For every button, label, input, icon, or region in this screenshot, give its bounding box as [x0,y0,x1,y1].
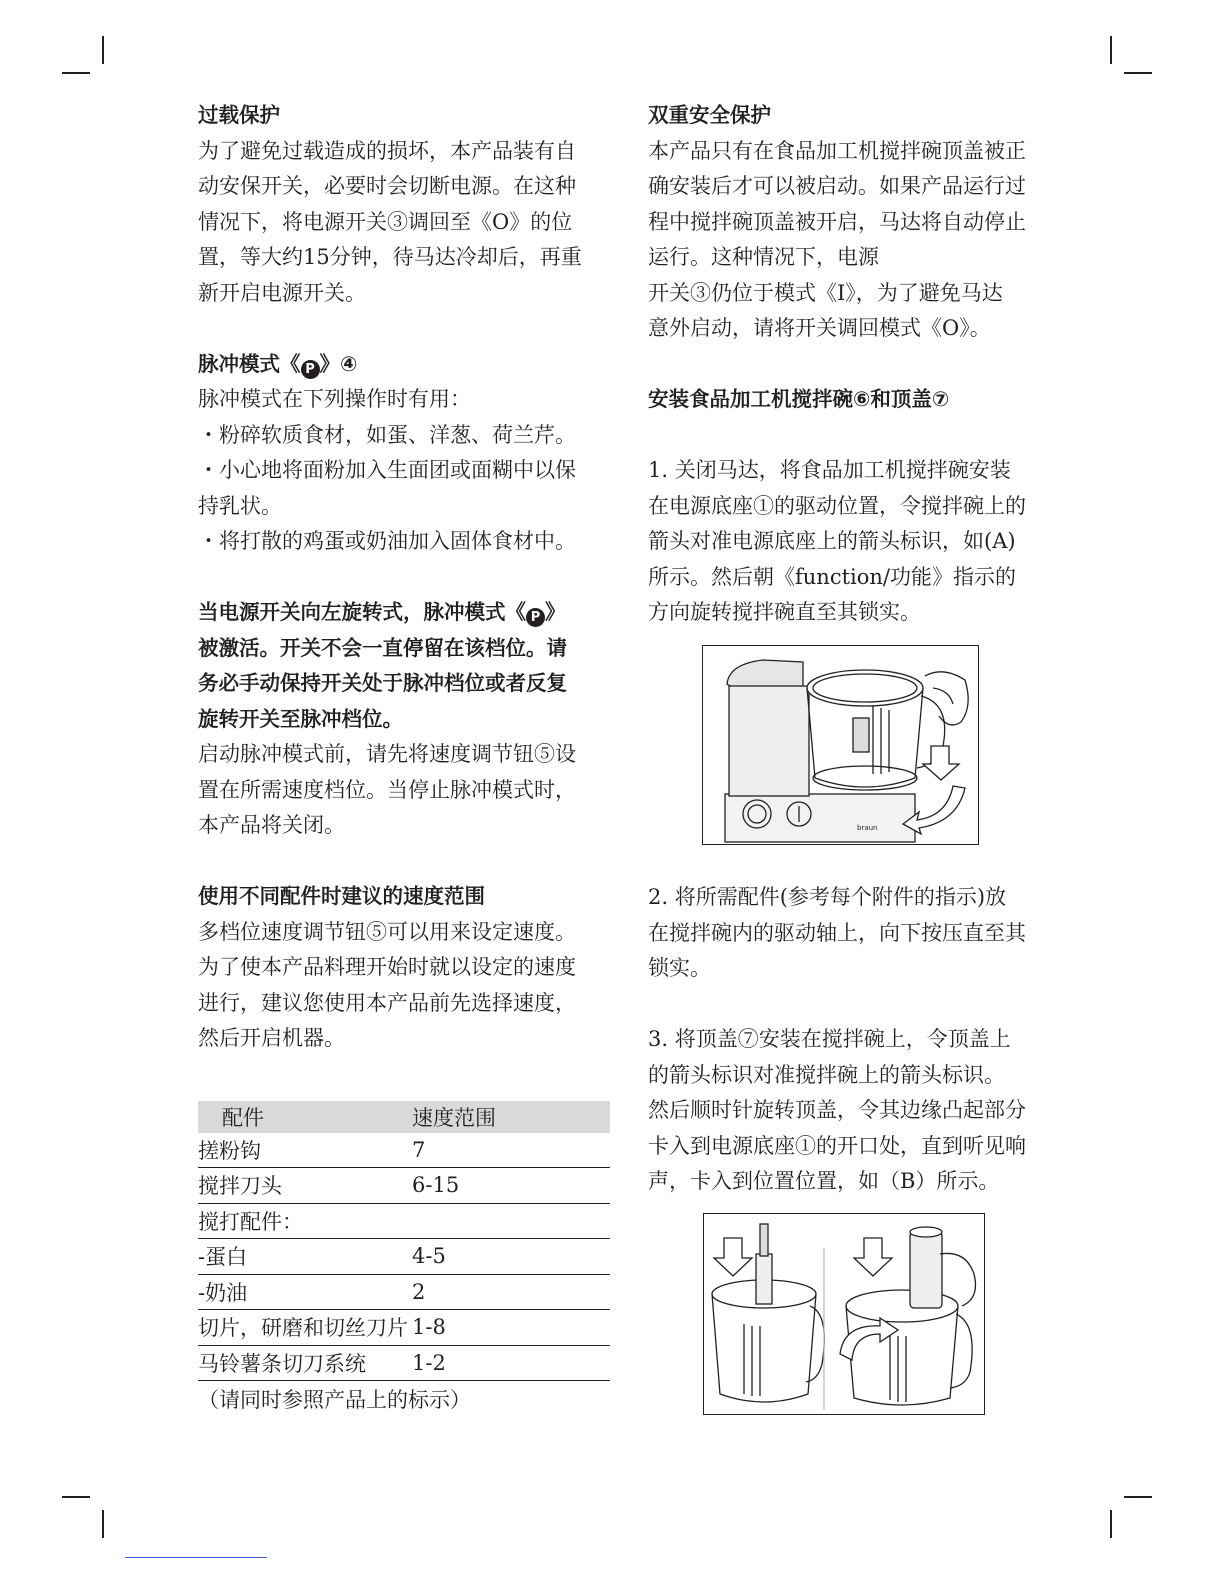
step3-line: 3. 将顶盖⑦安装在搅拌碗上，令顶盖上 [648,1027,1011,1051]
step2-line: 2. 将所需配件(参考每个附件的指示)放 [648,885,1007,909]
pulse-after-line: 启动脉冲模式前，请先将速度调节钮⑤设 [198,742,576,766]
table-row: 搓粉钩 7 [198,1133,610,1168]
step2-line: 在搅拌碗内的驱动轴上，向下按压直至其 [648,920,1026,945]
safety-line: 确安装后才可以被启动。如果产品运行过 [648,174,1026,198]
pulse-bold-line: 务必手动保持开关处于脉冲档位或者反复 [198,671,567,695]
pulse-bold-line: 当电源开关向左旋转式，脉冲模式《 P 》 [198,600,566,625]
step2-line: 锁实。 [648,956,711,980]
table-row: 搅打配件： [198,1203,610,1239]
overload-line: 动安保开关，必要时会切断电源。在这种 [198,174,576,198]
overload-line: 置，等大约15分钟，待马达冷却后，再重 [198,245,582,269]
table-row: -奶油 2 [198,1274,610,1310]
pulse-p-icon: P [301,360,320,379]
table-row: 马铃薯条切刀系统 1-2 [198,1345,610,1381]
step1-line: 1. 关闭马达，将食品加工机搅拌碗安装 [648,458,1011,482]
overload-line: 新开启电源开关。 [198,280,366,305]
left-column [198,98,610,1419]
install-heading: 安装食品加工机搅拌碗⑥和顶盖⑦ [648,387,950,411]
crop-mark [62,1496,90,1498]
speed-heading: 使用不同配件时建议的速度范围 [198,884,485,908]
speed-line: 多档位速度调节钮⑤可以用来设定速度。 [198,919,576,944]
right-column-lower [648,880,1060,1200]
table-row: 搅拌刀头 6-15 [198,1168,610,1204]
pulse-line: ・将打散的鸡蛋或奶油加入固体食材中。 [198,529,576,553]
step3-line: 的箭头标识对准搅拌碗上的箭头标识。 [648,1062,1005,1087]
lid-attachment-illustration [704,1214,984,1414]
pulse-heading: 脉冲模式《 P 》④ [198,351,358,377]
pulse-after-line: 置在所需速度档位。当停止脉冲模式时， [198,777,576,802]
pulse-line: ・小心地将面粉加入生面团或面糊中以保 [198,458,576,482]
crop-mark [1124,72,1152,74]
crop-mark [102,36,104,64]
pulse-line: 持乳状。 [198,493,282,518]
safety-line: 运行。这种情况下，电源 [648,245,879,269]
step1-line: 在电源底座①的驱动位置，令搅拌碗上的 [648,493,1026,518]
step3-line: 然后顺时针旋转顶盖，令其边缘凸起部分 [648,1098,1026,1122]
pulse-line: 脉冲模式在下列操作时有用： [198,387,471,411]
step1-line: 箭头对准电源底座上的箭头标识，如(A) [648,529,1016,553]
overload-heading: 过载保护 [198,103,280,127]
pulse-line: ・粉碎软质食材，如蛋、洋葱、荷兰芹。 [198,422,576,447]
crop-mark [1124,1496,1152,1498]
safety-line: 程中搅拌碗顶盖被开启，马达将自动停止 [648,209,1026,234]
overload-line: 情况下，将电源开关③调回至《O》的位 [198,209,573,234]
table-header-item: 配件 [198,1101,412,1133]
table-row: 切片，研磨和切丝刀片 1-8 [198,1310,610,1346]
table-note: （请同时参照产品上的标示） [198,1388,471,1412]
crop-mark [1110,1510,1112,1538]
table-header-speed: 速度范围 [412,1101,610,1133]
safety-heading: 双重安全保护 [648,103,771,127]
step3-line: 卡入到电源底座①的开口处，直到听见响 [648,1133,1026,1158]
speed-line: 然后开启机器。 [198,1026,345,1050]
pulse-bold-line: 被激活。开关不会一直停留在该档位。请 [198,635,567,660]
table-row: -蛋白 4-5 [198,1239,610,1275]
safety-line: 意外启动，请将开关调回模式《O》。 [648,316,991,340]
crop-mark [102,1510,104,1538]
crop-mark [1110,36,1112,64]
right-column [648,98,1060,631]
food-processor-illustration [703,646,978,844]
step3-line: 声，卡入到位置位置，如（B）所示。 [648,1169,1000,1193]
step1-line: 所示。然后朝《function/功能》指示的 [648,564,1016,589]
speed-table [198,1101,610,1382]
safety-line: 开关③仍位于模式《I》，为了避免马达 [648,280,1003,305]
figure-a-logo: braun [857,824,878,832]
safety-line: 本产品只有在食品加工机搅拌碗顶盖被正 [648,138,1026,163]
figure-b-lid-install [703,1213,985,1415]
overload-line: 为了避免过载造成的损坏，本产品装有自 [198,138,576,163]
crop-mark [62,72,90,74]
speed-line: 进行，建议您使用本产品前先选择速度， [198,990,576,1015]
footer-rule [125,1557,267,1558]
speed-line: 为了使本产品料理开始时就以设定的速度 [198,955,576,979]
table-header [198,1101,610,1133]
step1-line: 方向旋转搅拌碗直至其锁实。 [648,600,921,624]
pulse-p-icon: P [526,608,545,627]
figure-a-bowl-install [702,645,979,845]
pulse-bold-line: 旋转开关至脉冲档位。 [198,706,403,731]
pulse-after-line: 本产品将关闭。 [198,813,345,837]
